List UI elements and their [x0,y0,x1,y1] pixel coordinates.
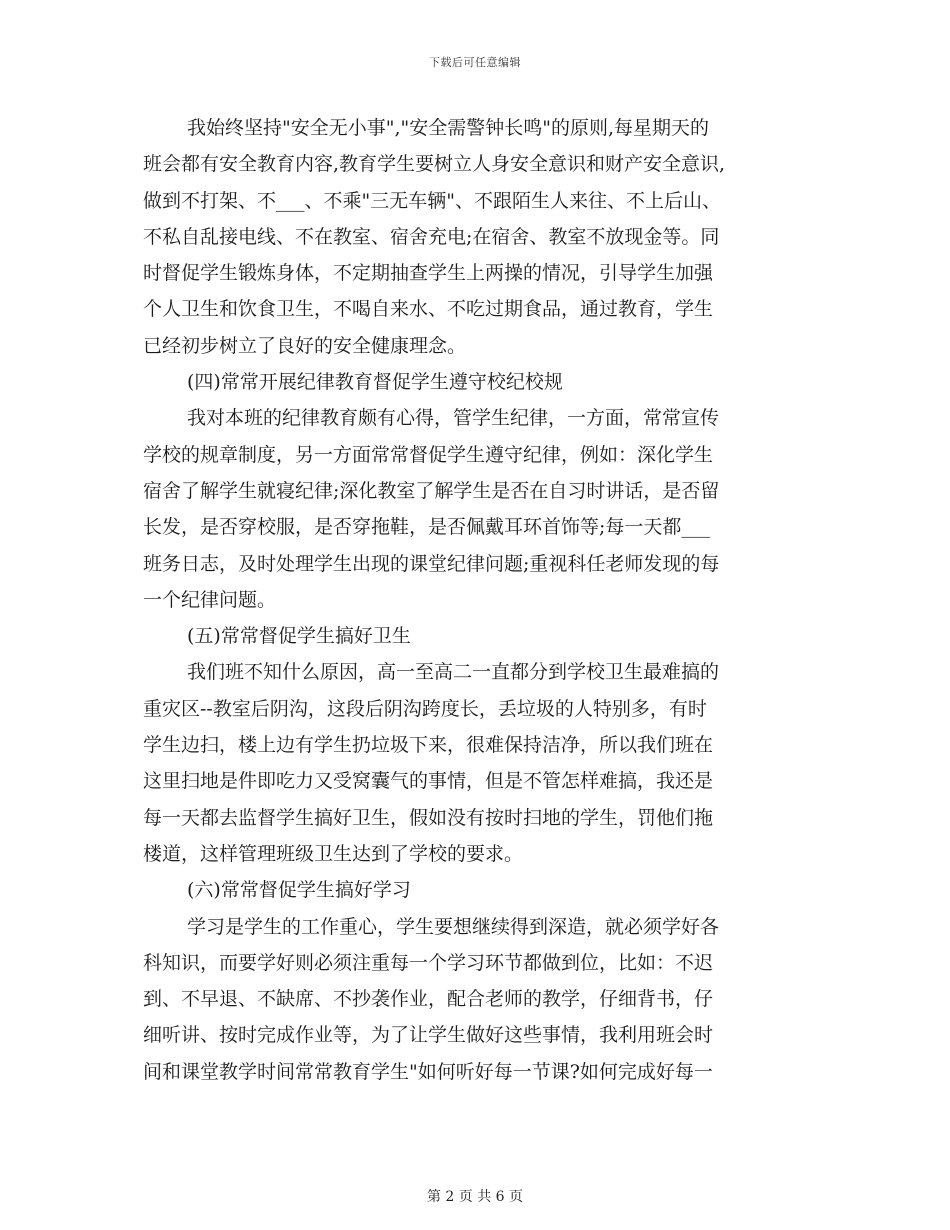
header-note: 下载后可任意编辑 [429,56,521,69]
text-line: 学生边扫，楼上边有学生扔垃圾下来，很难保持洁净，所以我们班在 [143,734,714,757]
page-footer: 第 2 页 共 6 页 [426,1189,524,1205]
text-line: (四)常常开展纪律教育督促学生遵守校纪校规 [187,371,563,394]
text-line: 长发，是否穿校服，是否穿拖鞋，是否佩戴耳环首饰等;每一天都___ [143,516,710,539]
text-line: 每一天都去监督学生搞好卫生，假如没有按时扫地的学生，罚他们拖 [143,806,714,829]
text-line: 学习是学生的工作重心，学生要想继续得到深造，就必须学好各 [187,915,720,938]
text-line: 这里扫地是件即吃力又受窝囊气的事情，但是不管怎样难搞，我还是 [143,770,714,793]
text-line: 个人卫生和饮食卫生，不喝自来水、不吃过期食品，通过教育，学生 [143,298,714,321]
text-line: 班务日志，及时处理学生出现的课堂纪律问题;重视科任老师发现的每 [143,552,720,575]
text-line: 楼道，这样管理班级卫生达到了学校的要求。 [143,842,524,865]
text-line: 细听讲、按时完成作业等，为了让学生做好这些事情，我利用班会时 [143,1024,714,1047]
text-line: 已经初步树立了良好的安全健康理念。 [143,334,467,357]
text-line: 我始终坚持"安全无小事","安全需警钟长鸣"的原则,每星期天的 [187,117,710,139]
text-line: 不私自乱接电线、不在教室、宿舍充电;在宿舍、教室不放现金等。同 [143,225,720,248]
text-line: 我对本班的纪律教育颇有心得，管学生纪律，一方面，常常宣传 [187,407,720,430]
text-line: 宿舍了解学生就寝纪律;深化教室了解学生是否在自习时讲话，是否留 [143,479,720,502]
text-line: 科知识，而要学好则必须注重每一个学习环节都做到位，比如：不迟 [143,951,714,974]
text-line: 班会都有安全教育内容,教育学生要树立人身安全意识和财产安全意识, [143,153,726,176]
text-line: (五)常常督促学生搞好卫生 [187,625,411,648]
text-line: 到、不早退、不缺席、不抄袭作业，配合老师的教学，仔细背书，仔 [143,988,714,1011]
text-line: 做到不打架、不___、不乘"三无车辆"、不跟陌生人来往、不上后山、 [143,189,721,212]
text-line: (六)常常督促学生搞好学习 [187,879,411,902]
text-line: 我们班不知什么原因，高一至高二一直都分到学校卫生最难搞的 [187,661,720,684]
document-body [143,110,803,1090]
text-line: 间和课堂教学时间常常教育学生"如何听好每一节课?如何完成好每一 [143,1060,713,1083]
text-line: 重灾区--教室后阴沟，这段后阴沟跨度长，丢垃圾的人特别多，有时 [143,697,707,720]
text-line: 学校的规章制度，另一方面常常督促学生遵守纪律，例如：深化学生 [143,443,714,466]
text-line: 时督促学生锻炼身体，不定期抽查学生上两操的情况，引导学生加强 [143,262,714,285]
text-line: 一个纪律问题。 [143,588,277,611]
